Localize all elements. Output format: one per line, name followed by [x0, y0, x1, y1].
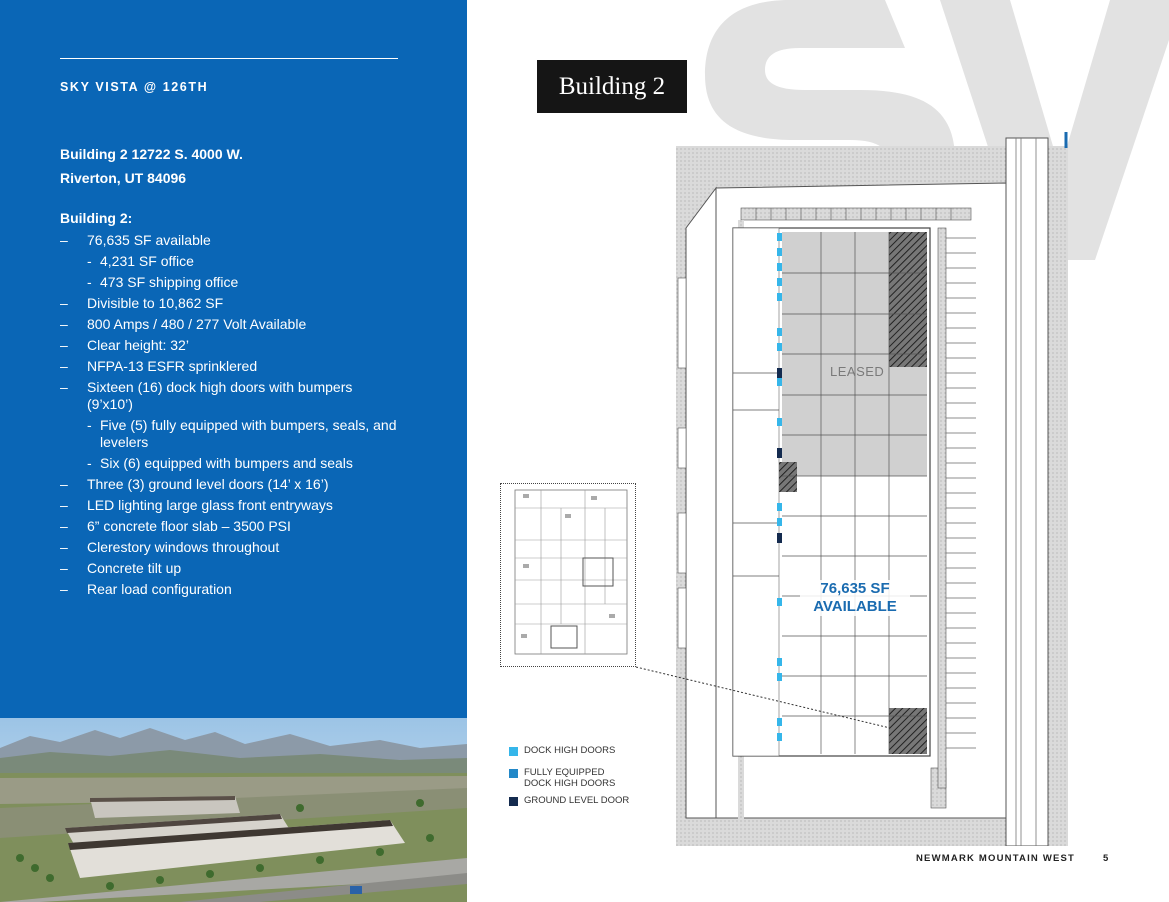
list-item: – NFPA-13 ESFR sprinklered	[60, 358, 258, 374]
address-line-2: Riverton, UT 84096	[60, 170, 187, 186]
project-name: SKY VISTA @ 126TH	[60, 80, 209, 94]
footer-brand: NEWMARK MOUNTAIN WEST	[916, 853, 1076, 864]
features-heading: Building 2:	[60, 210, 133, 226]
building-label: Building 2	[537, 60, 687, 113]
available-sf: 76,635 SF	[820, 580, 890, 597]
dock-door-swatch	[509, 747, 518, 756]
address-line-1: Building 2 12722 S. 4000 W.	[60, 146, 243, 162]
list-item: - Five (5) fully equipped with bumpers, seals, and levelers	[87, 417, 397, 450]
page-number: 5	[1103, 853, 1109, 864]
site-plan	[676, 128, 1068, 846]
available-space-label	[800, 580, 910, 616]
office-floorplan	[500, 483, 636, 667]
list-item: - 473 SF shipping office	[87, 274, 239, 290]
address	[60, 142, 243, 190]
leased-label: LEASED	[830, 364, 885, 379]
list-item: – Clear height: 32’	[60, 337, 189, 353]
list-item: – 6” concrete floor slab – 3500 PSI	[60, 518, 291, 534]
equipped-dock-door-swatch	[509, 769, 518, 778]
list-item: - 4,231 SF office	[87, 253, 194, 269]
list-item: – Concrete tilt up	[60, 560, 182, 576]
list-item: – Sixteen (16) dock high doors with bumpers (9’x10’)	[60, 379, 353, 412]
ground-level-door-swatch	[509, 797, 518, 806]
available-text: AVAILABLE	[813, 598, 897, 615]
features-list	[60, 232, 400, 602]
list-item: – 76,635 SF available	[60, 232, 211, 248]
list-item: – LED lighting large glass front entryways	[60, 497, 333, 513]
list-item: – 800 Amps / 480 / 277 Volt Available	[60, 316, 307, 332]
info-panel	[0, 0, 467, 718]
aerial-photo	[0, 718, 467, 902]
divider	[60, 58, 398, 59]
list-item: – Clerestory windows throughout	[60, 539, 280, 555]
list-item: – Rear load configuration	[60, 581, 232, 597]
list-item: – Three (3) ground level doors (14’ x 16’)	[60, 476, 329, 492]
list-item: – Divisible to 10,862 SF	[60, 295, 224, 311]
list-item: - Six (6) equipped with bumpers and seals	[87, 455, 353, 471]
